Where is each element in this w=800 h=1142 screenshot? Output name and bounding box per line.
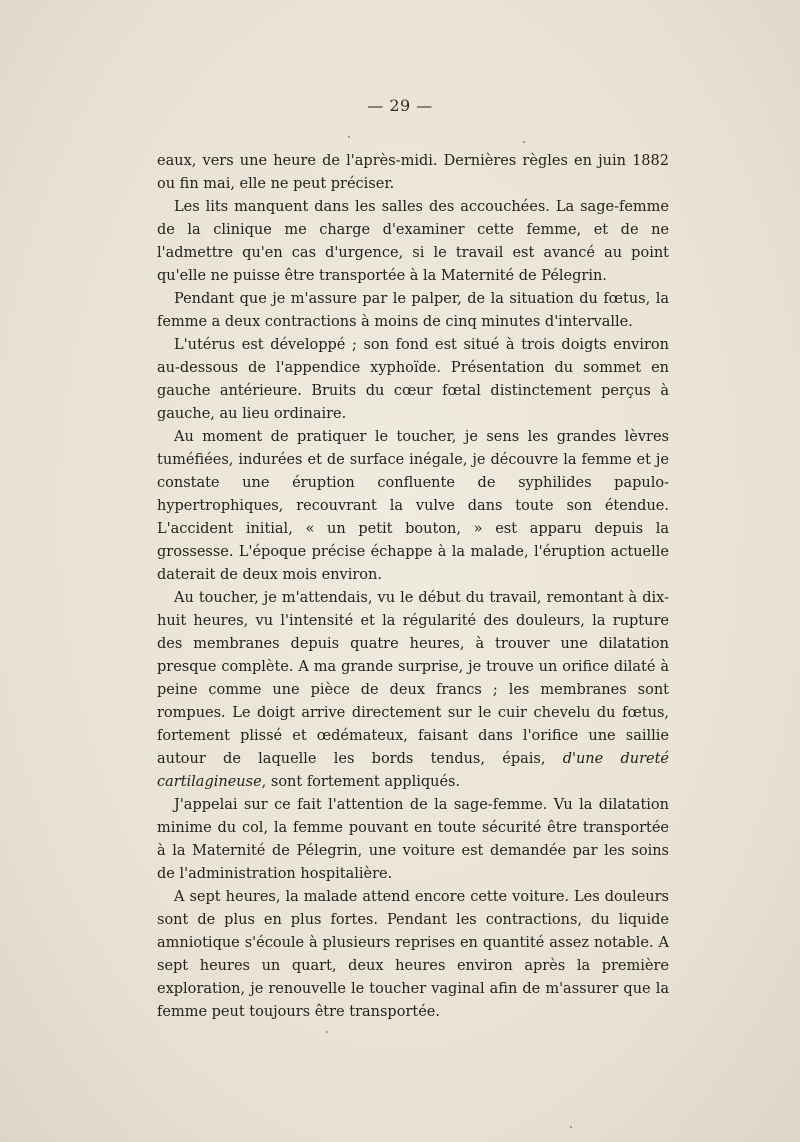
page-number: — 29 — (367, 96, 433, 115)
paragraph (157, 288, 669, 334)
paragraph (157, 196, 669, 288)
paragraph-text: eaux, vers une heure de l'après-midi. Dernières règles en juin 1882 ou fin mai, elle ne peut préciser. (157, 153, 669, 192)
paragraph (157, 150, 669, 196)
paper-speck (523, 141, 525, 143)
paper-speck (348, 136, 350, 138)
paragraph-text: Au moment de pratiquer le toucher, je sens les grandes lèvres tuméfiées, indurées et de surface inégale, je découvre la femme et je constate une éruption confluente de syphilides papulo-hypertrophiques, recouvrant la vulve dans toute son étendue. L'accident initial, « un petit bouton, » est apparu depuis la grossesse. L'époque précise échappe à la malade, l'éruption actuelle daterait de deux mois environ. (157, 429, 669, 583)
paragraph-text: , sont fortement appliqués. (261, 774, 461, 790)
paragraph-text: Pendant que je m'assure par le palper, de la situation du fœtus, la femme a deux contractions à moins de cinq minutes d'intervalle. (157, 291, 669, 330)
paper-speck (326, 1031, 328, 1033)
paragraph-text: Au toucher, je m'attendais, vu le début du travail, remontant à dix-huit heures, vu l'intensité et la régularité des douleurs, la rupture des membranes depuis quatre heures, à trouver une dilatation presque complète. A ma grande surprise, je trouve un orifice dilaté à peine comme une pièce de deux francs ; les membranes sont rompues. Le doigt arrive directement sur le cuir chevelu du fœtus, fortement plissé et œdémateux, faisant dans l'orifice une saillie autour de laquelle les bords tendus, épais, (157, 590, 669, 767)
paragraph-text: L'utérus est développé ; son fond est situé à trois doigts environ au-dessous de l'appendice xyphoïde. Présentation du sommet en gauche antérieure. Bruits du cœur fœtal distinctement perçus à gauche, au lieu ordinaire. (157, 337, 669, 422)
paragraph (157, 587, 669, 794)
paragraph-text: Les lits manquent dans les salles des accouchées. La sage-femme de la clinique me charge d'examiner cette femme, et de ne l'admettre qu'en cas d'urgence, si le travail est avancé au point qu'elle ne puisse être transportée à la Maternité de Pélegrin. (157, 199, 669, 284)
paper-speck (570, 1126, 572, 1128)
paragraph (157, 334, 669, 426)
paragraph (157, 794, 669, 886)
paragraph-text: J'appelai sur ce fait l'attention de la sage-femme. Vu la dilatation minime du col, la femme pouvant en toute sécurité être transportée à la Maternité de Pélegrin, une voiture est demandée par les soins de l'administration hospitalière. (157, 797, 669, 882)
body-text (157, 150, 669, 1024)
italic-text: d'une dureté cartilagineuse (157, 751, 670, 790)
paragraph-text: A sept heures, la malade attend encore cette voiture. Les douleurs sont de plus en plus fortes. Pendant les contractions, du liquide amniotique s'écoule à plusieurs reprises en quantité assez notable. A sept heures un quart, deux heures environ après la première exploration, je renouvelle le toucher vaginal afin de m'assurer que la femme peut toujours être transportée. (157, 889, 669, 1020)
paragraph (157, 426, 669, 587)
paragraph (157, 886, 669, 1024)
